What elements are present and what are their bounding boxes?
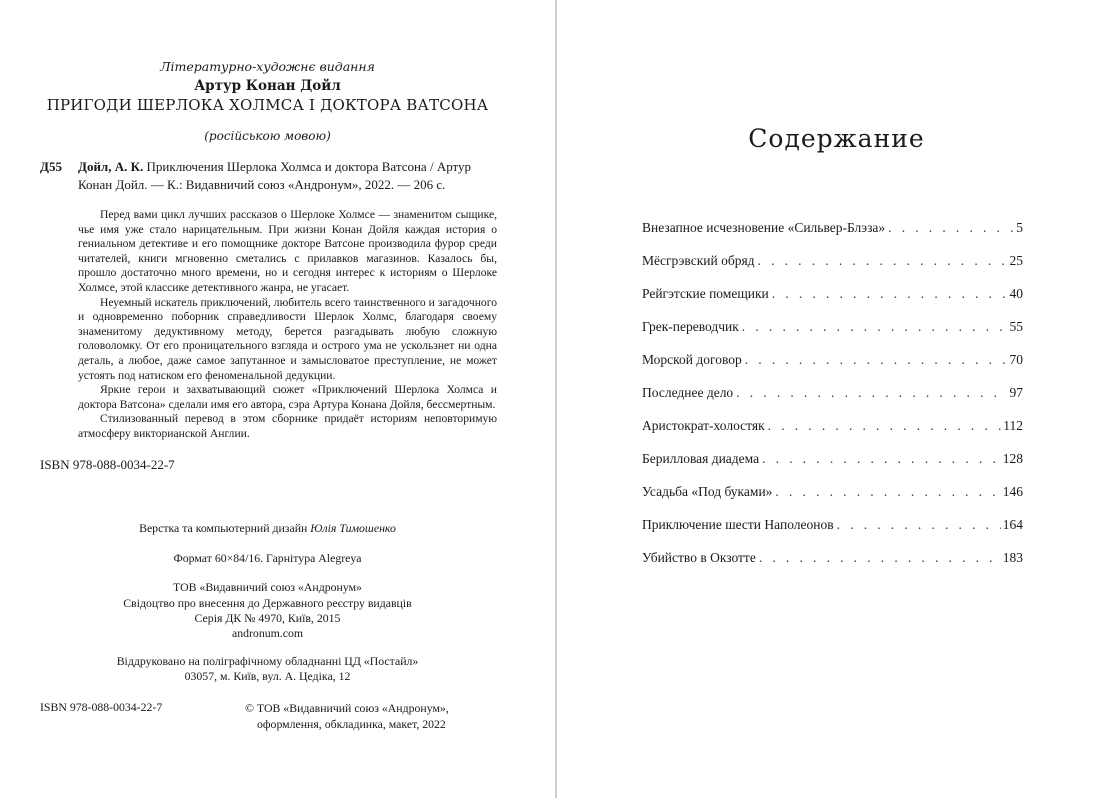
- catalog-description: [78, 158, 500, 194]
- toc-item-title: Берилловая диадема: [642, 451, 760, 466]
- layout-label: Верстка та компьютерний дизайн: [139, 521, 311, 535]
- toc-item[interactable]: [642, 517, 1023, 550]
- toc-item-title: Аристократ-холостяк: [642, 418, 765, 433]
- abstract-paragraph: Яркие герои и захватывающий сюжет «Приключений Шерлока Холмса и доктора Ватсона» сделали имя его автора, сэра Артура Конана Дойля, бессмертным.: [78, 383, 497, 411]
- toc-item[interactable]: [642, 385, 1023, 418]
- toc-leader-dots: [837, 517, 1001, 533]
- series-label: Літературно-художнє видання: [160, 59, 375, 74]
- abstract-paragraph: Стилизованный перевод в этом сборнике придаёт историям неповторимую атмосферу викторианской Англии.: [78, 412, 497, 440]
- abstract-paragraph: Перед вами цикл лучших рассказов о Шерлоке Холмсе — знаменитом сыщике, чье имя уже стало нарицательным. При жизни Конан Дойля каждая история о гениальном детективе и его помощнике докторе Ватсоне производила фурор среди читателей, книги мгновенно сметались с прилавков магазинов. Казалось бы, прошло достаточно много времени, но и сегодня интерес к историям о Шерлоке Холмсе, этой классике детективного жанра, не угасает.: [78, 208, 497, 294]
- toc-item-page: 25: [1009, 253, 1023, 268]
- toc-item-title: Грек-переводчик: [642, 319, 739, 334]
- toc-item-title: Рейгэтские помещики: [642, 286, 769, 301]
- toc-item-title: Морской договор: [642, 352, 742, 367]
- abstract-paragraph: Неуемный искатель приключений, любитель всего таинственного и загадочного и одновременно поборник справедливости Шерлок Холмс, благодаря своему знаменитому дедуктивному методу, берется разгадывать любую сложную головоломку. От его проницательного взгляда и острого ума не ускользнет ни одна деталь, а любое, даже самое запутанное и замысловатое преступление, не может устоять под натиском его феноменальной дедукции.: [78, 295, 497, 382]
- printed-line-2: 03057, м. Київ, вул. А. Цедіка, 12: [184, 669, 351, 683]
- toc-item-page: 112: [1003, 418, 1023, 433]
- toc-item-page: 5: [1016, 220, 1023, 235]
- toc-item-page: 183: [1002, 550, 1023, 565]
- toc-leader-dots: [759, 550, 1001, 566]
- toc-item[interactable]: [642, 484, 1023, 517]
- table-of-contents: [642, 220, 1023, 583]
- toc-leader-dots: [742, 319, 1008, 335]
- publisher-name: ТОВ «Видавничий союз «Андронум»: [173, 580, 362, 594]
- toc-item-page: 55: [1009, 319, 1023, 334]
- catalog-line-2: Конан Дойл. — К.: Видавничий союз «Андронум», 2022. — 206 с.: [78, 177, 446, 192]
- toc-item[interactable]: [642, 418, 1023, 451]
- catalog-author: Дойл, А. К.: [78, 159, 144, 174]
- toc-leader-dots: [888, 220, 1014, 236]
- format-info: Формат 60×84/16. Гарнітура Alegreya: [173, 551, 362, 565]
- toc-item-title: Внезапное исчезновение «Сильвер-Блэза»: [642, 220, 886, 235]
- toc-item-title: Последнее дело: [642, 385, 734, 400]
- toc-item[interactable]: [642, 352, 1023, 385]
- language-note: (російською мовою): [204, 129, 331, 143]
- toc-leader-dots: [768, 418, 1002, 434]
- catalog-code: Д55: [40, 159, 62, 174]
- toc-item-page: 164: [1002, 517, 1023, 532]
- publisher-website: andronum.com: [231, 626, 304, 640]
- toc-item-title: Усадьба «Под буками»: [642, 484, 773, 499]
- printed-line-1: Віддруковано на поліграфічному обладнанні ЦД «Постайл»: [116, 654, 419, 668]
- book-title: ПРИГОДИ ШЕРЛОКА ХОЛМСА І ДОКТОРА ВАТСОНА: [46, 96, 489, 114]
- toc-item-title: Приключение шести Наполеонов: [642, 517, 834, 532]
- toc-item-title: Убийство в Окзотте: [642, 550, 756, 565]
- toc-item[interactable]: [642, 451, 1023, 484]
- toc-heading: Содержание: [748, 124, 925, 153]
- toc-item[interactable]: [642, 319, 1023, 352]
- certificate-line-2: Серія ДК № 4970, Київ, 2015: [194, 611, 341, 625]
- toc-leader-dots: [772, 286, 1008, 302]
- toc-item[interactable]: [642, 220, 1023, 253]
- toc-leader-dots: [745, 352, 1008, 368]
- toc-leader-dots: [758, 253, 1008, 269]
- toc-leader-dots: [762, 451, 1001, 467]
- designer-name: Юлія Тимошенко: [310, 521, 396, 535]
- copyright: [245, 700, 449, 732]
- copyright-line-1: © ТОВ «Видавничий союз «Андронум»,: [245, 701, 449, 715]
- abstract: [78, 208, 497, 442]
- toc-leader-dots: [775, 484, 1000, 500]
- toc-item-page: 70: [1009, 352, 1023, 367]
- certificate-line-1: Свідоцтво про внесення до Державного реєстру видавців: [123, 596, 412, 610]
- toc-item-page: 40: [1009, 286, 1023, 301]
- toc-leader-dots: [736, 385, 1007, 401]
- toc-item[interactable]: [642, 286, 1023, 319]
- toc-item[interactable]: [642, 253, 1023, 286]
- copyright-line-2: оформлення, обкладинка, макет, 2022: [257, 717, 446, 731]
- right-page: [558, 0, 1115, 798]
- left-page: [0, 0, 555, 798]
- toc-item-page: 97: [1009, 385, 1023, 400]
- layout-credit: [40, 520, 495, 536]
- catalog-entry: [40, 158, 500, 194]
- isbn-top: ISBN 978-088-0034-22-7: [40, 457, 175, 472]
- book-spine-divider: [555, 0, 557, 798]
- toc-item-title: Мёсгрэвский обряд: [642, 253, 755, 268]
- isbn-bottom: ISBN 978-088-0034-22-7: [40, 700, 163, 714]
- toc-item-page: 146: [1002, 484, 1023, 499]
- book-author: Артур Конан Дойл: [194, 78, 341, 94]
- catalog-line-1: Приключения Шерлока Холмса и доктора Ватсона / Артур: [143, 159, 472, 174]
- toc-item[interactable]: [642, 550, 1023, 583]
- toc-item-page: 128: [1002, 451, 1023, 466]
